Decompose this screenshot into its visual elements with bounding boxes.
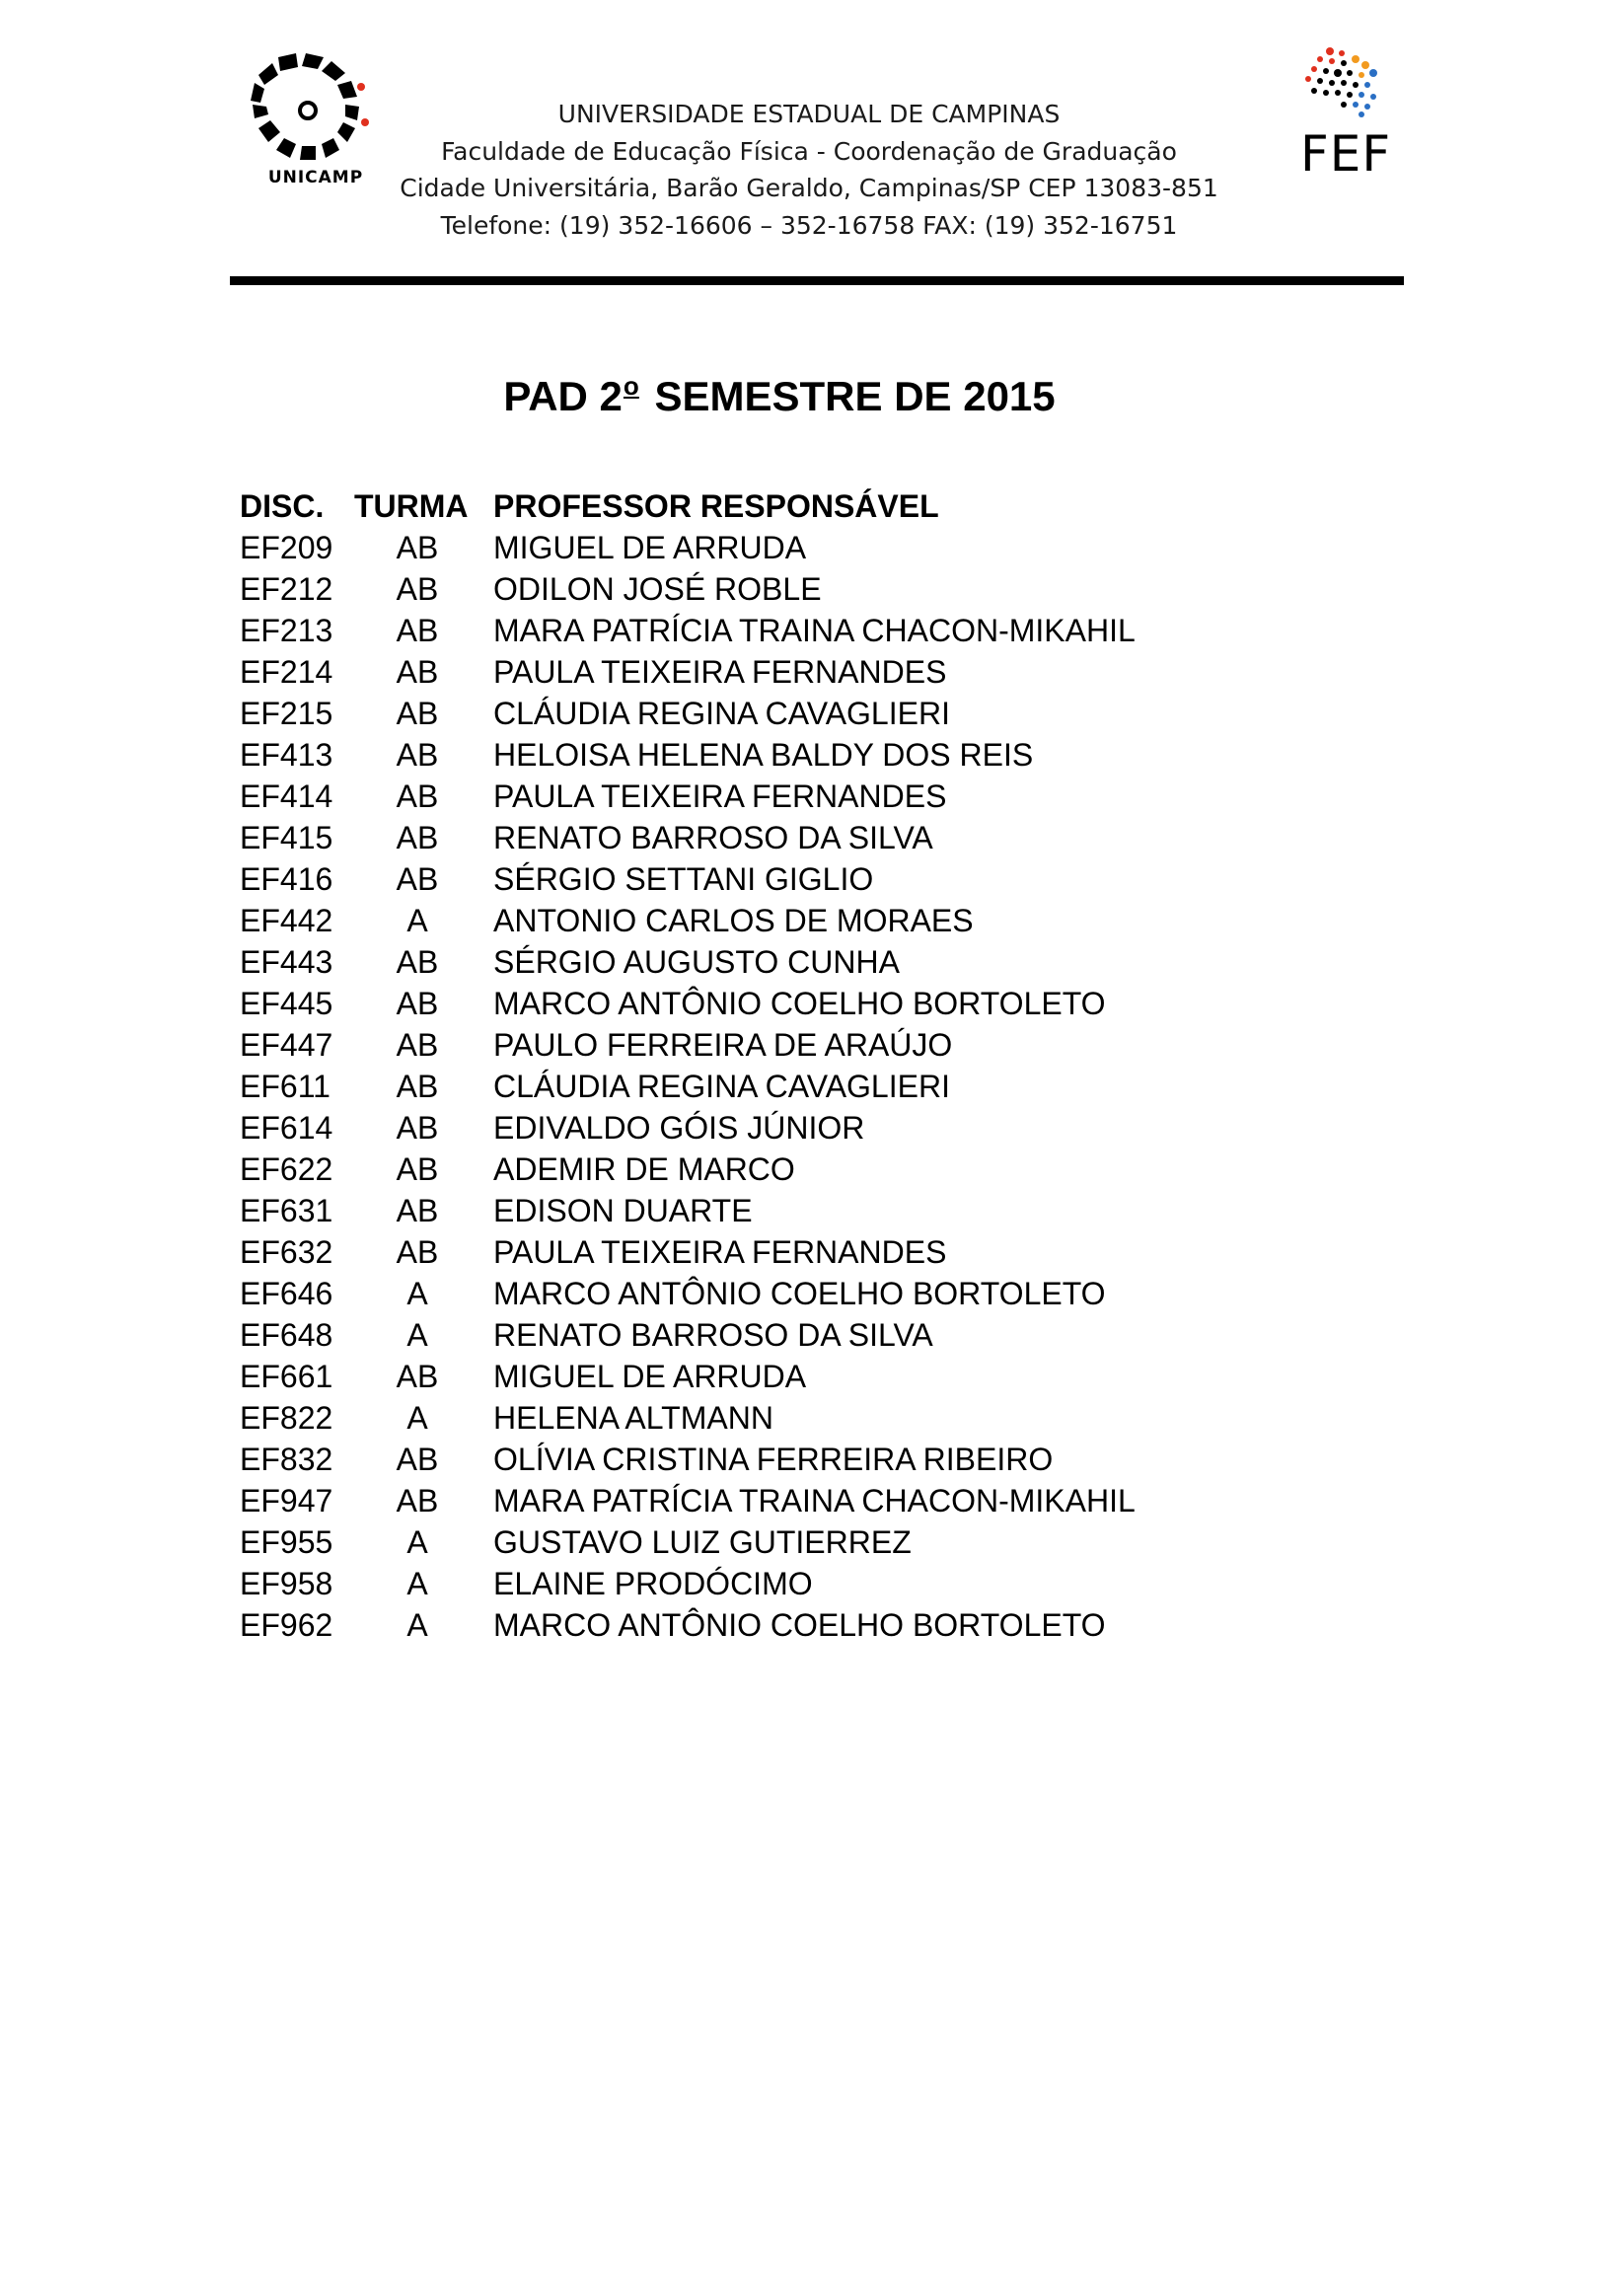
cell-professor: MARA PATRÍCIA TRAINA CHACON-MIKAHIL (493, 1483, 1136, 1518)
cell-disc: EF822 (240, 1400, 333, 1436)
cell-professor: SÉRGIO AUGUSTO CUNHA (493, 944, 900, 980)
cell-turma: AB (396, 1193, 439, 1228)
cell-disc: EF611 (240, 1069, 331, 1104)
cell-disc: EF414 (240, 778, 333, 814)
header-faculty: Faculdade de Educação Física - Coordenação de Graduação (441, 136, 1177, 166)
cell-turma: AB (396, 1234, 439, 1270)
unicamp-logo-text: UNICAMP (267, 168, 364, 187)
cell-turma: AB (396, 530, 439, 565)
cell-professor: ODILON JOSÉ ROBLE (493, 571, 822, 607)
cell-turma: AB (396, 820, 439, 855)
cell-professor: HELOISA HELENA BALDY DOS REIS (493, 737, 1034, 773)
fef-dots-icon (1300, 43, 1383, 132)
cell-professor: CLÁUDIA REGINA CAVAGLIERI (493, 1069, 950, 1104)
cell-disc: EF442 (240, 903, 333, 938)
cell-disc: EF215 (240, 696, 333, 731)
cell-disc: EF632 (240, 1234, 333, 1270)
cell-disc: EF631 (240, 1193, 333, 1228)
cell-professor: CLÁUDIA REGINA CAVAGLIERI (493, 696, 950, 731)
fef-logo-text: FEF (1300, 125, 1392, 183)
cell-disc: EF955 (240, 1524, 333, 1560)
cell-turma: AB (396, 654, 439, 690)
header-divider (230, 276, 1404, 285)
cell-turma: AB (396, 1483, 439, 1518)
cell-turma: AB (396, 1359, 439, 1394)
cell-turma: AB (396, 613, 439, 648)
cell-turma: A (406, 1566, 428, 1601)
cell-turma: AB (396, 1069, 439, 1104)
header-address: Cidade Universitária, Barão Geraldo, Campinas/SP CEP 13083-851 (400, 174, 1218, 202)
institution-header (365, 96, 1253, 244)
cell-turma: AB (396, 944, 439, 980)
cell-turma: A (406, 1276, 428, 1311)
header-university: UNIVERSIDADE ESTADUAL DE CAMPINAS (557, 100, 1061, 128)
title-ordinal: o (623, 371, 639, 401)
cell-professor: EDISON DUARTE (493, 1193, 753, 1228)
cell-turma: A (406, 1524, 428, 1560)
header-phone: Telefone: (19) 352-16606 – 352-16758 FAX: (19) 352-16751 (440, 210, 1178, 240)
page-title (0, 358, 1559, 424)
cell-disc: EF445 (240, 986, 333, 1021)
cell-disc: EF212 (240, 571, 333, 607)
title-prefix: PAD 2 (503, 373, 623, 419)
cell-disc: EF832 (240, 1442, 333, 1477)
cell-professor: PAULA TEIXEIRA FERNANDES (493, 778, 947, 814)
cell-professor: ANTONIO CARLOS DE MORAES (493, 903, 974, 938)
column-header-turma: TURMA (354, 488, 469, 524)
cell-professor: ELAINE PRODÓCIMO (493, 1566, 813, 1601)
cell-professor: GUSTAVO LUIZ GUTIERREZ (493, 1524, 912, 1560)
cell-turma: AB (396, 1442, 439, 1477)
cell-turma: AB (396, 571, 439, 607)
cell-professor: PAULO FERREIRA DE ARAÚJO (493, 1027, 953, 1063)
cell-professor: SÉRGIO SETTANI GIGLIO (493, 861, 874, 897)
cell-disc: EF209 (240, 530, 333, 565)
cell-disc: EF413 (240, 737, 333, 773)
unicamp-emblem-icon (247, 49, 385, 178)
cell-disc: EF646 (240, 1276, 333, 1311)
cell-turma: AB (396, 1110, 439, 1146)
cell-disc: EF958 (240, 1566, 333, 1601)
cell-turma: AB (396, 696, 439, 731)
cell-turma: A (406, 1607, 428, 1643)
cell-turma: AB (396, 986, 439, 1021)
cell-disc: EF614 (240, 1110, 333, 1146)
cell-disc: EF648 (240, 1317, 333, 1353)
cell-professor: RENATO BARROSO DA SILVA (493, 820, 933, 855)
cell-professor: MARCO ANTÔNIO COELHO BORTOLETO (493, 1607, 1106, 1643)
cell-turma: A (406, 1400, 428, 1436)
cell-turma: AB (396, 737, 439, 773)
cell-professor: MIGUEL DE ARRUDA (493, 530, 807, 565)
cell-disc: EF214 (240, 654, 333, 690)
cell-professor: EDIVALDO GÓIS JÚNIOR (493, 1110, 865, 1146)
cell-disc: EF443 (240, 944, 333, 980)
cell-turma: AB (396, 861, 439, 897)
cell-professor: MARA PATRÍCIA TRAINA CHACON-MIKAHIL (493, 613, 1136, 648)
cell-professor: HELENA ALTMANN (493, 1400, 773, 1436)
cell-professor: MARCO ANTÔNIO COELHO BORTOLETO (493, 986, 1106, 1021)
cell-professor: MARCO ANTÔNIO COELHO BORTOLETO (493, 1276, 1106, 1311)
cell-professor: ADEMIR DE MARCO (493, 1151, 795, 1187)
cell-disc: EF622 (240, 1151, 333, 1187)
cell-disc: EF947 (240, 1483, 333, 1518)
cell-turma: AB (396, 778, 439, 814)
title-suffix: SEMESTRE DE 2015 (654, 373, 1056, 419)
cell-professor: RENATO BARROSO DA SILVA (493, 1317, 933, 1353)
cell-disc: EF962 (240, 1607, 333, 1643)
column-header-professor: PROFESSOR RESPONSÁVEL (493, 488, 939, 524)
column-header-disc: DISC. (240, 488, 325, 524)
fef-logo (1300, 43, 1383, 132)
cell-professor: OLÍVIA CRISTINA FERREIRA RIBEIRO (493, 1442, 1054, 1477)
cell-disc: EF661 (240, 1359, 333, 1394)
cell-disc: EF447 (240, 1027, 333, 1063)
cell-professor: PAULA TEIXEIRA FERNANDES (493, 654, 947, 690)
cell-professor: MIGUEL DE ARRUDA (493, 1359, 807, 1394)
cell-turma: A (406, 1317, 428, 1353)
cell-disc: EF415 (240, 820, 333, 855)
cell-disc: EF213 (240, 613, 333, 648)
cell-disc: EF416 (240, 861, 333, 897)
cell-professor: PAULA TEIXEIRA FERNANDES (493, 1234, 947, 1270)
cell-turma: AB (396, 1027, 439, 1063)
cell-turma: A (406, 903, 428, 938)
cell-turma: AB (396, 1151, 439, 1187)
